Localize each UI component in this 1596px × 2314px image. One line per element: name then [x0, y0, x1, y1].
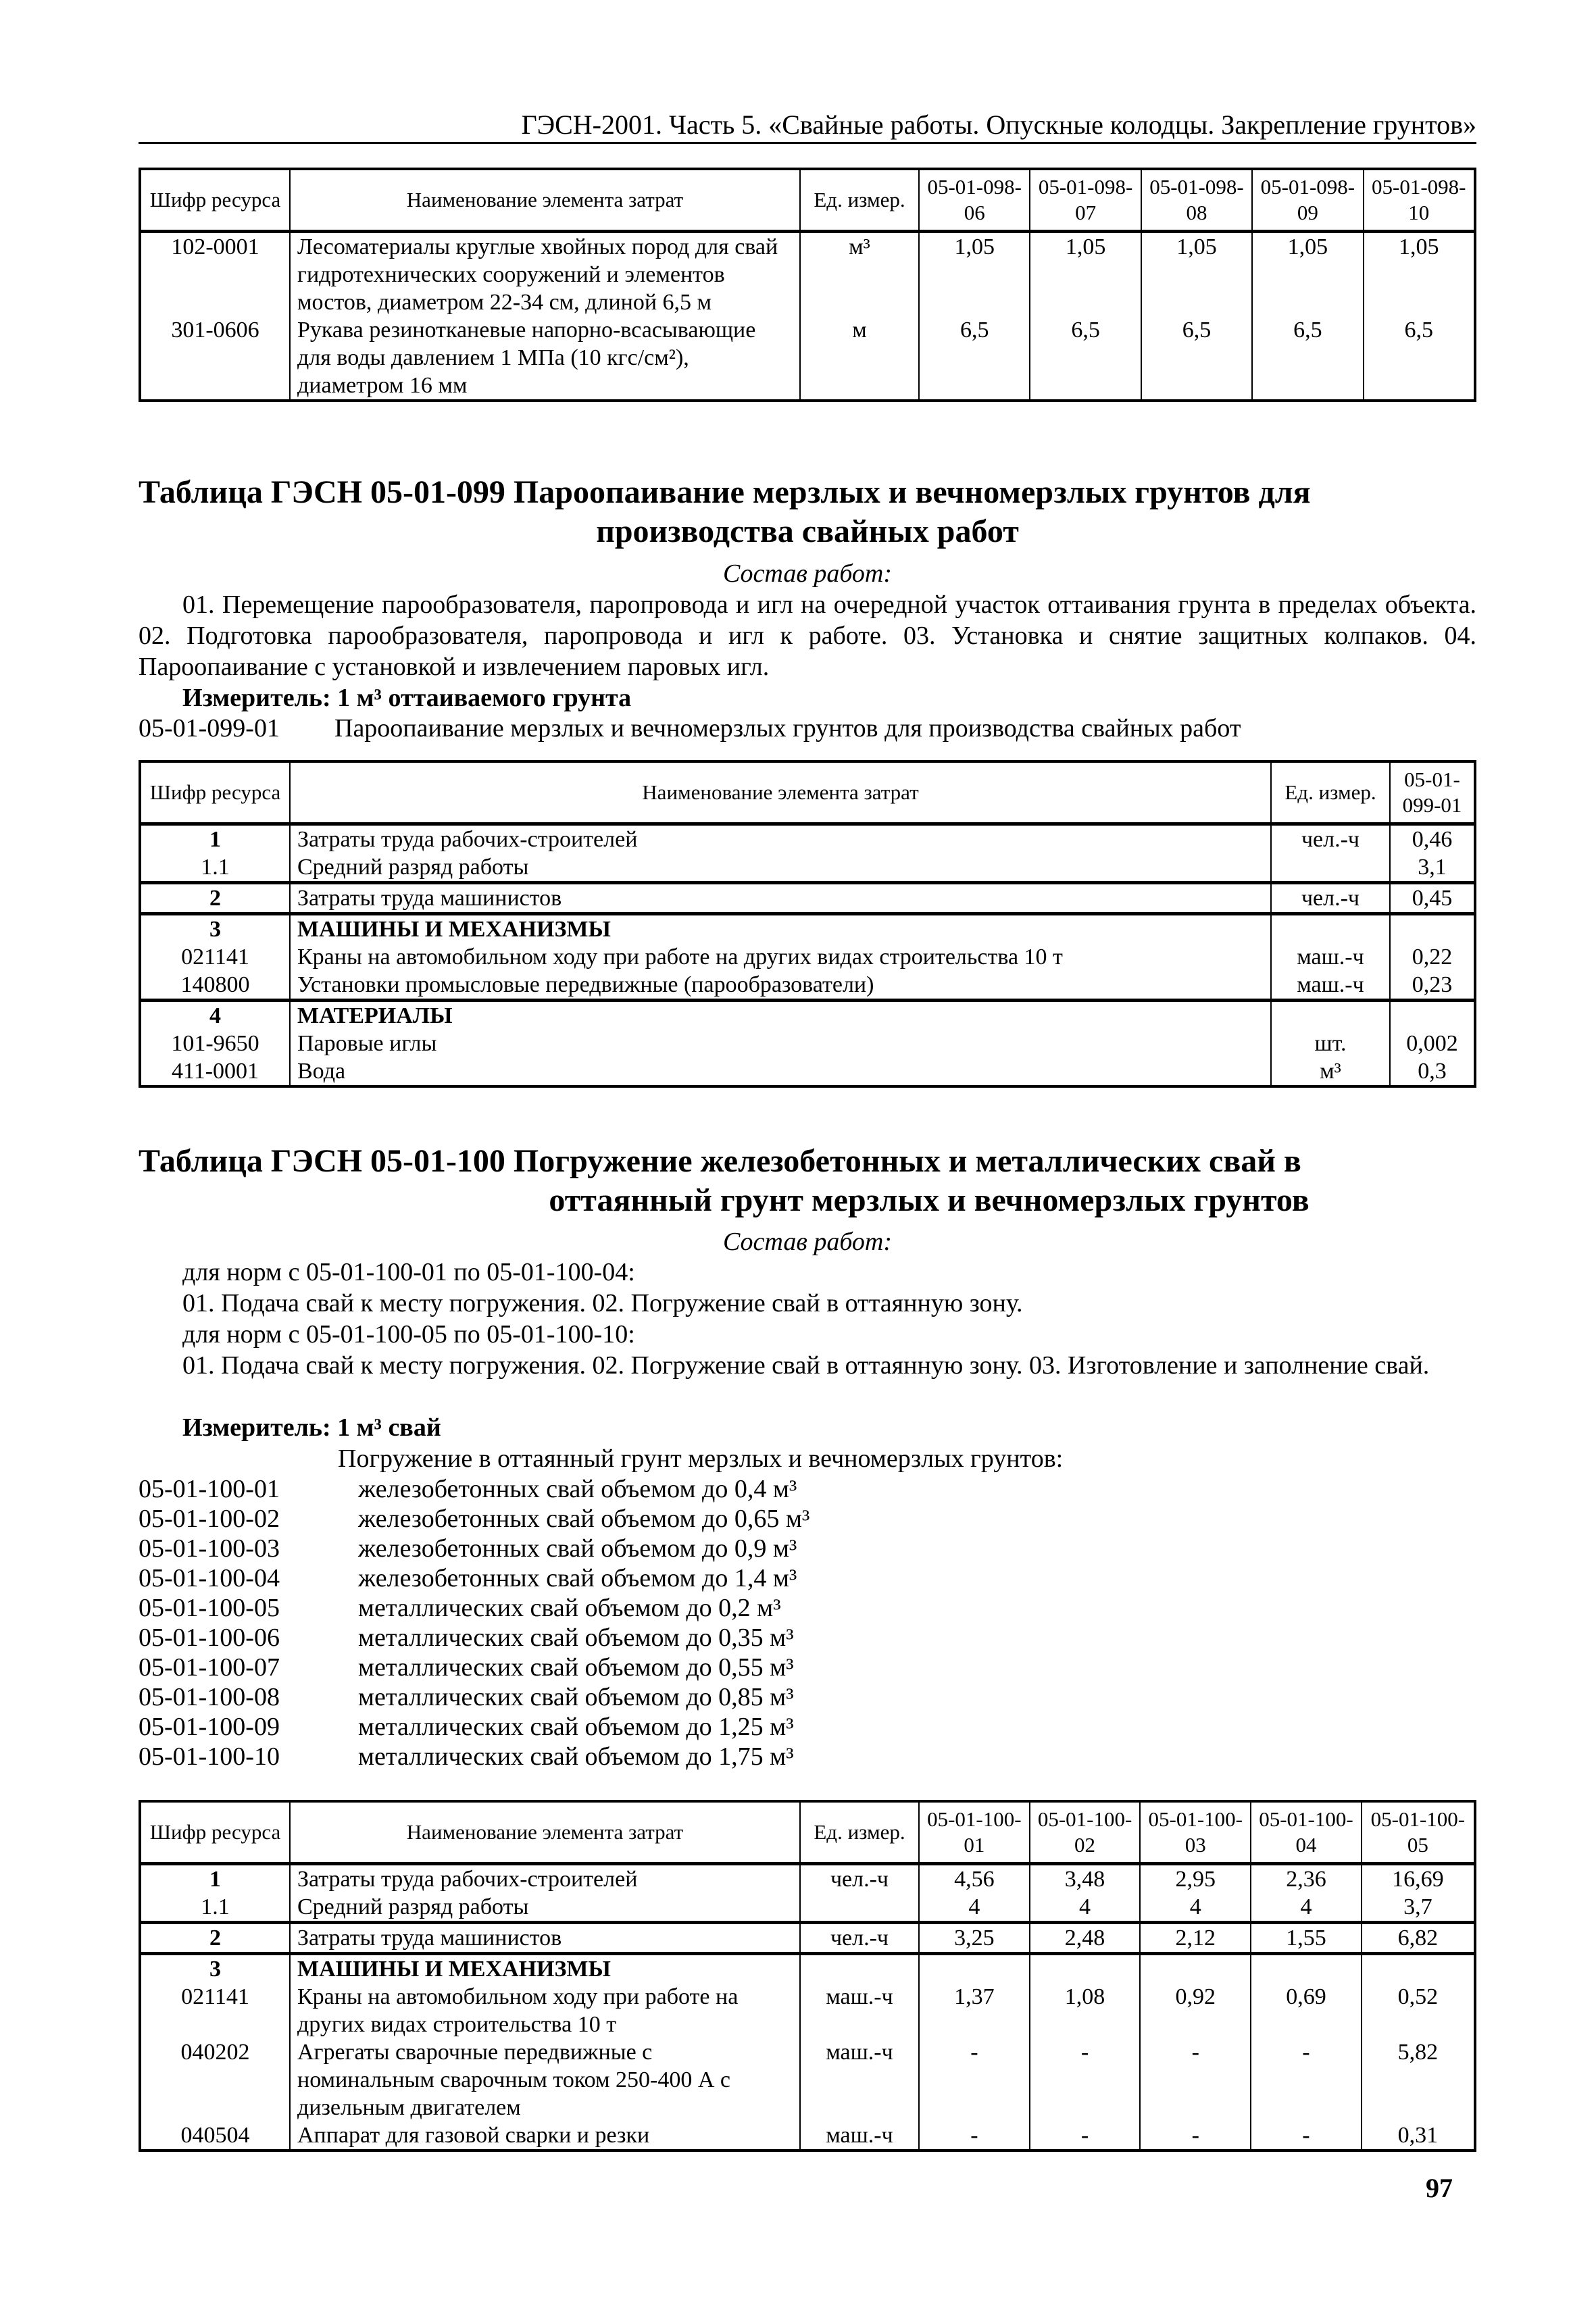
cost-element-name: Затраты труда рабочих-строителей — [290, 824, 1271, 854]
table-row — [140, 2121, 1475, 2150]
table-row — [140, 853, 1475, 883]
norm-name: металлических свай объемом до 0,2 м³ — [358, 1594, 781, 1622]
title-line-1: Таблица ГЭСН 05-01-100 Погружение железобетонных и металлических свай в — [139, 1143, 1301, 1179]
table-row — [140, 914, 1475, 944]
norm-value: 0,46 — [1390, 824, 1475, 854]
page-number: 97 — [1426, 2173, 1453, 2203]
table-row — [140, 1864, 1475, 1894]
table-100 — [139, 1800, 1476, 2152]
cost-element-name: Средний разряд работы — [290, 1893, 800, 1923]
norm-value: 2,12 — [1140, 1923, 1251, 1954]
header-code: Шифр ресурса — [140, 169, 290, 232]
scope-2: для норм с 05-01-100-05 по 05-01-100-10: — [182, 1320, 635, 1349]
norm-value: 2,48 — [1030, 1923, 1141, 1954]
resource-code: 1.1 — [140, 1893, 290, 1923]
norm-value: 3,25 — [919, 1923, 1030, 1954]
header-col: 05-01-099-01 — [1390, 761, 1475, 824]
norm-value — [1390, 914, 1475, 944]
table-row — [140, 883, 1475, 914]
norm-code: 05-01-100-07 — [139, 1653, 280, 1682]
norm-value: 16,69 — [1362, 1864, 1475, 1894]
resource-code: 021141 — [140, 1983, 290, 2038]
cost-element-name: Затраты труда машинистов — [290, 1923, 800, 1954]
scope-1: для норм с 05-01-100-01 по 05-01-100-04: — [182, 1258, 635, 1286]
header-col: 05-01-100-03 — [1140, 1801, 1251, 1864]
cost-element-name: Паровые иглы — [290, 1030, 1271, 1057]
unit — [1271, 1001, 1390, 1030]
list-item — [139, 1504, 809, 1534]
norm-name: металлических свай объемом до 0,35 м³ — [358, 1624, 794, 1652]
norm-value: - — [919, 2038, 1030, 2121]
norm-name: железобетонных свай объемом до 0,4 м³ — [358, 1475, 797, 1503]
table-header-row — [140, 169, 1475, 232]
composition-label: Состав работ: — [722, 559, 893, 588]
cost-element-name: Аппарат для газовой сварки и резки — [290, 2121, 800, 2150]
norm-name: Пароопаивание мерзлых и вечномерзлых грунтов для производства свайных работ — [334, 714, 1241, 743]
header-unit: Ед. измер. — [800, 169, 919, 232]
cost-element-name: Рукава резинотканевые напорно-всасывающие для воды давлением 1 МПа (10 кгс/см²), диаметром 16 мм — [290, 316, 800, 401]
norm-value: 4 — [1030, 1893, 1141, 1923]
norm-value: 3,1 — [1390, 853, 1475, 883]
unit: маш.-ч — [800, 2038, 919, 2121]
norm-value: 1,55 — [1251, 1923, 1362, 1954]
norm-value: - — [1030, 2038, 1141, 2121]
unit — [1271, 914, 1390, 944]
table-row — [140, 1893, 1475, 1923]
unit: м³ — [800, 232, 919, 317]
cost-element-name: Затраты труда рабочих-строителей — [290, 1864, 800, 1894]
norm-name: железобетонных свай объемом до 1,4 м³ — [358, 1564, 797, 1592]
norm-value: 0,31 — [1362, 2121, 1475, 2150]
cost-element-name: Затраты труда машинистов — [290, 883, 1271, 914]
cost-element-name: Краны на автомобильном ходу при работе на других видах строительства 10 т — [290, 1983, 800, 2038]
norm-value: 1,08 — [1030, 1983, 1141, 2038]
title-line-2: производства свайных работ — [596, 513, 1019, 549]
table-row — [140, 1954, 1475, 1984]
norm-code: 05-01-100-01 — [139, 1475, 280, 1503]
norm-name: железобетонных свай объемом до 0,65 м³ — [358, 1505, 810, 1533]
norm-value: - — [919, 2121, 1030, 2150]
composition-label: Состав работ: — [722, 1228, 893, 1256]
table-row — [140, 1001, 1475, 1030]
header-rule — [139, 142, 1476, 144]
cost-element-name: МАШИНЫ И МЕХАНИЗМЫ — [290, 914, 1271, 944]
table-098-continuation — [139, 168, 1476, 402]
header-col: 05-01-100-05 — [1362, 1801, 1475, 1864]
norm-value: 0,45 — [1390, 883, 1475, 914]
header-col: 05-01-098-06 — [919, 169, 1030, 232]
norm-value: 1,05 — [919, 232, 1030, 317]
unit: чел.-ч — [800, 1864, 919, 1894]
section-099-title — [139, 473, 1476, 551]
norm-value: 6,5 — [919, 316, 1030, 401]
norm-value: 1,05 — [1252, 232, 1363, 317]
resource-code: 101-9650 — [140, 1030, 290, 1057]
resource-code: 040504 — [140, 2121, 290, 2150]
norm-name: металлических свай объемом до 0,85 м³ — [358, 1683, 794, 1711]
list-item — [139, 1534, 809, 1563]
norm-value: 0,22 — [1390, 943, 1475, 971]
norm-value: 0,002 — [1390, 1030, 1475, 1057]
list-item — [139, 1623, 809, 1653]
header-col: 05-01-098-07 — [1030, 169, 1141, 232]
resource-code: 411-0001 — [140, 1057, 290, 1086]
norm-code: 05-01-100-02 — [139, 1505, 280, 1533]
list-item — [139, 1593, 809, 1623]
measure-unit: Измеритель: 1 м³ свай — [182, 1413, 441, 1442]
norm-code: 05-01-099-01 — [139, 714, 280, 743]
cost-element-name: Краны на автомобильном ходу при работе на других видах строительства 10 т — [290, 943, 1271, 971]
norm-value: 3,48 — [1030, 1864, 1141, 1894]
header-unit: Ед. измер. — [800, 1801, 919, 1864]
resource-code: 3 — [140, 914, 290, 944]
header-code: Шифр ресурса — [140, 761, 290, 824]
scope-2-text: 01. Подача свай к месту погружения. 02. Погружение свай в оттаянную зону. 03. Изготовление и заполнение свай. — [182, 1351, 1430, 1380]
table-row — [140, 943, 1475, 971]
norm-value: 1,05 — [1141, 232, 1252, 317]
resource-code: 301-0606 — [140, 316, 290, 401]
table-row — [140, 824, 1475, 854]
header-col: 05-01-100-04 — [1251, 1801, 1362, 1864]
resource-code: 1 — [140, 1864, 290, 1894]
norm-list-intro: Погружение в оттаянный грунт мерзлых и вечномерзлых грунтов: — [338, 1444, 1064, 1473]
norm-value: 2,36 — [1251, 1864, 1362, 1894]
unit — [800, 1893, 919, 1923]
table-row — [140, 2038, 1475, 2121]
header-name: Наименование элемента затрат — [290, 761, 1271, 824]
resource-code: 021141 — [140, 943, 290, 971]
norm-line — [139, 713, 1241, 744]
norm-value: - — [1030, 2121, 1141, 2150]
header-col: 05-01-100-01 — [919, 1801, 1030, 1864]
norm-value: - — [1251, 2121, 1362, 2150]
list-item — [139, 1474, 809, 1504]
table-header-row — [140, 761, 1475, 824]
cost-element-name: Установки промысловые передвижные (парообразователи) — [290, 971, 1271, 1001]
norm-code: 05-01-100-09 — [139, 1713, 280, 1741]
table-row — [140, 971, 1475, 1001]
norm-code: 05-01-100-04 — [139, 1564, 280, 1592]
cost-element-name: МАТЕРИАЛЫ — [290, 1001, 1271, 1030]
resource-code: 1.1 — [140, 853, 290, 883]
norm-value: 6,82 — [1362, 1923, 1475, 1954]
norm-value: 0,3 — [1390, 1057, 1475, 1086]
norm-value: 1,05 — [1030, 232, 1141, 317]
cost-element-name: Лесоматериалы круглые хвойных пород для свай гидротехнических сооружений и элементов мостов, диаметром 22-34 см, длиной 6,5 м — [290, 232, 800, 317]
norm-value: 4,56 — [919, 1864, 1030, 1894]
header-unit: Ед. измер. — [1271, 761, 1390, 824]
norm-value: 4 — [919, 1893, 1030, 1923]
table-row — [140, 1057, 1475, 1086]
header-name: Наименование элемента затрат — [290, 1801, 800, 1864]
unit: чел.-ч — [1271, 824, 1390, 854]
norm-value: 4 — [1251, 1893, 1362, 1923]
table-row — [140, 232, 1475, 317]
norm-value: 6,5 — [1141, 316, 1252, 401]
norm-value: 1,37 — [919, 1983, 1030, 2038]
resource-code: 4 — [140, 1001, 290, 1030]
norm-value: 6,5 — [1252, 316, 1363, 401]
norm-code: 05-01-100-08 — [139, 1683, 280, 1711]
unit: чел.-ч — [800, 1923, 919, 1954]
table-row — [140, 1030, 1475, 1057]
norm-value — [1390, 1001, 1475, 1030]
table-row — [140, 1983, 1475, 2038]
unit: м³ — [1271, 1057, 1390, 1086]
scope-1-text: 01. Подача свай к месту погружения. 02. Погружение свай в оттаянную зону. — [182, 1289, 1023, 1317]
norm-value: 4 — [1140, 1893, 1251, 1923]
table-header-row — [140, 1801, 1475, 1864]
norm-value: - — [1140, 2121, 1251, 2150]
composition-text: 01. Перемещение парообразователя, паропровода и игл на очередной участок оттаивания грунта в пределах объекта. 02. Подготовка парообразователя, паропровода и игл к работе. 03. Установка и снятие защитных колпаков. 04. Пароопаивание с установкой и извлечением паровых игл. — [139, 590, 1476, 681]
resource-code: 1 — [140, 824, 290, 854]
resource-code: 2 — [140, 1923, 290, 1954]
cost-element-name: Средний разряд работы — [290, 853, 1271, 883]
norm-value: 6,5 — [1364, 316, 1475, 401]
norm-code: 05-01-100-10 — [139, 1742, 280, 1771]
title-line-2: оттаянный грунт мерзлых и вечномерзлых грунтов — [549, 1182, 1310, 1218]
norm-list — [139, 1474, 809, 1771]
section-100-title — [139, 1142, 1476, 1220]
norm-value — [1030, 1954, 1141, 1984]
norm-value: - — [1140, 2038, 1251, 2121]
header-col: 05-01-098-10 — [1364, 169, 1475, 232]
norm-value: 2,95 — [1140, 1864, 1251, 1894]
norm-value — [919, 1954, 1030, 1984]
cost-element-name: Вода — [290, 1057, 1271, 1086]
unit: м — [800, 316, 919, 401]
norm-value: 0,69 — [1251, 1983, 1362, 2038]
norm-value: 6,5 — [1030, 316, 1141, 401]
list-item — [139, 1712, 809, 1742]
list-item — [139, 1653, 809, 1682]
running-header: ГЭСН-2001. Часть 5. «Свайные работы. Опускные колодцы. Закрепление грунтов» — [521, 109, 1476, 140]
unit: чел.-ч — [1271, 883, 1390, 914]
unit — [1271, 853, 1390, 883]
norm-value: - — [1251, 2038, 1362, 2121]
norm-code: 05-01-100-06 — [139, 1624, 280, 1652]
norm-name: металлических свай объемом до 1,75 м³ — [358, 1742, 794, 1771]
norm-value — [1362, 1954, 1475, 1984]
norm-value: 3,7 — [1362, 1893, 1475, 1923]
norm-value: 0,92 — [1140, 1983, 1251, 2038]
norm-name: металлических свай объемом до 1,25 м³ — [358, 1713, 794, 1741]
resource-code: 140800 — [140, 971, 290, 1001]
list-item — [139, 1742, 809, 1771]
unit: маш.-ч — [800, 1983, 919, 2038]
norm-value: 0,23 — [1390, 971, 1475, 1001]
title-line-1: Таблица ГЭСН 05-01-099 Пароопаивание мерзлых и вечномерзлых грунтов для — [139, 474, 1311, 510]
resource-code: 040202 — [140, 2038, 290, 2121]
unit: шт. — [1271, 1030, 1390, 1057]
header-col: 05-01-098-08 — [1141, 169, 1252, 232]
resource-code: 102-0001 — [140, 232, 290, 317]
norm-name: металлических свай объемом до 0,55 м³ — [358, 1653, 794, 1682]
resource-code: 3 — [140, 1954, 290, 1984]
norm-value — [1251, 1954, 1362, 1984]
resource-code: 2 — [140, 883, 290, 914]
norm-value: 5,82 — [1362, 2038, 1475, 2121]
table-row — [140, 1923, 1475, 1954]
cost-element-name: Агрегаты сварочные передвижные с номинальным сварочным током 250-400 А с дизельным двигателем — [290, 2038, 800, 2121]
table-099 — [139, 760, 1476, 1088]
unit: маш.-ч — [1271, 971, 1390, 1001]
norm-value — [1140, 1954, 1251, 1984]
header-col: 05-01-098-09 — [1252, 169, 1363, 232]
list-item — [139, 1563, 809, 1593]
norm-code: 05-01-100-05 — [139, 1594, 280, 1622]
header-code: Шифр ресурса — [140, 1801, 290, 1864]
norm-name: железобетонных свай объемом до 0,9 м³ — [358, 1534, 797, 1563]
unit: маш.-ч — [1271, 943, 1390, 971]
header-col: 05-01-100-02 — [1030, 1801, 1141, 1864]
norm-value: 1,05 — [1364, 232, 1475, 317]
cost-element-name: МАШИНЫ И МЕХАНИЗМЫ — [290, 1954, 800, 1984]
unit — [800, 1954, 919, 1984]
header-name: Наименование элемента затрат — [290, 169, 800, 232]
list-item — [139, 1682, 809, 1712]
table-row — [140, 316, 1475, 401]
norm-code: 05-01-100-03 — [139, 1534, 280, 1563]
measure-unit: Измеритель: 1 м³ оттаиваемого грунта — [182, 684, 632, 712]
unit: маш.-ч — [800, 2121, 919, 2150]
norm-value: 0,52 — [1362, 1983, 1475, 2038]
